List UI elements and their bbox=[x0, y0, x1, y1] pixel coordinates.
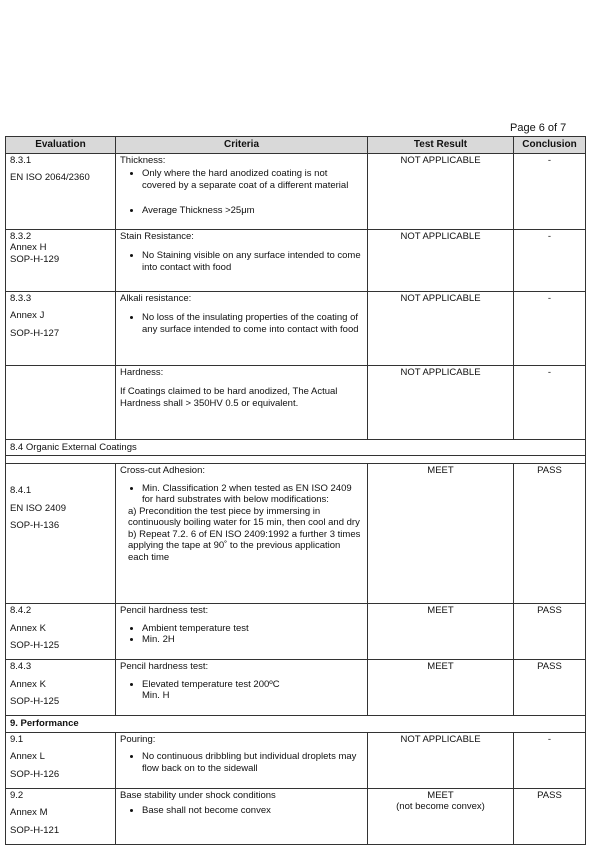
table-row bbox=[6, 291, 586, 365]
table-row bbox=[6, 229, 586, 291]
conclusion-cell: - bbox=[514, 291, 586, 365]
criteria-item-text: Elevated temperature test 200ºC bbox=[142, 678, 280, 690]
criteria-item bbox=[128, 482, 363, 564]
criteria-title: Pencil hardness test: bbox=[120, 605, 209, 616]
criteria-list bbox=[120, 250, 363, 273]
header-criteria: Criteria bbox=[116, 137, 368, 154]
sop-reference: SOP-H-126 bbox=[10, 768, 60, 780]
criteria-title: Hardness: bbox=[120, 366, 164, 378]
criteria-item: • No loss of the insulating properties of the coating of any surface intended to come into contact with food bbox=[142, 312, 363, 335]
table-row bbox=[6, 365, 586, 439]
test-result-value: MEET bbox=[427, 789, 454, 801]
criteria-item-text: Min. Classification 2 when tested as EN ISO 2409 for hard substrates with below modifications: bbox=[142, 482, 352, 505]
clause-number: 8.3.3 bbox=[10, 292, 32, 304]
table-row bbox=[6, 604, 586, 660]
clause-number: 8.4.2 bbox=[10, 605, 32, 616]
header-test-result: Test Result bbox=[368, 137, 514, 154]
table-row bbox=[6, 660, 586, 716]
clause-number: 8.3.2 bbox=[10, 230, 32, 242]
test-result-cell: MEET bbox=[368, 464, 514, 604]
conclusion-cell: - bbox=[514, 153, 586, 229]
criteria-title: Thickness: bbox=[120, 154, 166, 166]
criteria-item: • Min. 2H bbox=[142, 634, 363, 646]
table-header-row bbox=[6, 137, 586, 154]
criteria-list bbox=[120, 751, 363, 774]
table-row bbox=[6, 153, 586, 229]
criteria-item: • Only where the hard anodized coating is not covered by a separate coat of a different material bbox=[142, 168, 363, 191]
spacer-row bbox=[6, 456, 586, 464]
annex-reference: Annex L bbox=[10, 751, 45, 762]
sop-reference: SOP-H-129 bbox=[10, 253, 60, 265]
annex-reference: Annex J bbox=[10, 310, 45, 321]
test-result-cell bbox=[368, 788, 514, 844]
criteria-cell bbox=[116, 365, 368, 439]
criteria-text: If Coatings claimed to be hard anodized, The Actual Hardness shall > 350HV 0.5 or equivalent. bbox=[120, 386, 338, 409]
criteria-cell bbox=[116, 464, 368, 604]
test-result-cell: NOT APPLICABLE bbox=[368, 732, 514, 788]
criteria-list bbox=[120, 312, 363, 335]
criteria-list bbox=[120, 483, 363, 564]
criteria-title: Cross-cut Adhesion: bbox=[120, 465, 206, 476]
evaluation-cell bbox=[6, 604, 116, 660]
header-conclusion: Conclusion bbox=[514, 137, 586, 154]
criteria-cell bbox=[116, 604, 368, 660]
modification-b: b) Repeat 7.2. 6 of EN ISO 2409:1992 a further 3 times applying the tape at 90˚ to the previous application each time bbox=[128, 528, 361, 563]
criteria-item: • No continuous dribbling but individual droplets may flow back on to the sidewall bbox=[142, 751, 363, 774]
test-result-cell: NOT APPLICABLE bbox=[368, 229, 514, 291]
modification-a: a) Precondition the test piece by immersing in continuously boiling water for 15 min, then cool and dry bbox=[128, 505, 360, 528]
standard-reference: EN ISO 2409 bbox=[10, 502, 66, 514]
section-title: 9. Performance bbox=[6, 716, 586, 733]
criteria-cell bbox=[116, 788, 368, 844]
evaluation-cell bbox=[6, 732, 116, 788]
annex-reference: Annex M bbox=[10, 807, 48, 818]
sop-reference: SOP-H-125 bbox=[10, 640, 60, 651]
criteria-cell bbox=[116, 153, 368, 229]
test-result-cell: NOT APPLICABLE bbox=[368, 291, 514, 365]
section-row bbox=[6, 716, 586, 733]
evaluation-cell bbox=[6, 153, 116, 229]
criteria-item-continuation: Min. H bbox=[142, 690, 170, 701]
criteria-title: Stain Resistance: bbox=[120, 230, 194, 242]
spacer-cell bbox=[6, 456, 586, 464]
conclusion-cell: - bbox=[514, 732, 586, 788]
criteria-title: Pencil hardness test: bbox=[120, 661, 209, 672]
conclusion-cell: - bbox=[514, 365, 586, 439]
annex-reference: Annex K bbox=[10, 622, 46, 634]
conclusion-cell: PASS bbox=[514, 660, 586, 716]
sop-reference: SOP-H-125 bbox=[10, 696, 60, 707]
criteria-list bbox=[120, 679, 363, 702]
clause-number: 8.4.1 bbox=[10, 485, 32, 496]
criteria-cell bbox=[116, 732, 368, 788]
criteria-list bbox=[120, 623, 363, 646]
clause-number: 9.2 bbox=[10, 789, 24, 801]
criteria-list bbox=[120, 168, 363, 217]
test-result-cell: NOT APPLICABLE bbox=[368, 153, 514, 229]
evaluation-cell bbox=[6, 788, 116, 844]
sop-reference: SOP-H-121 bbox=[10, 824, 60, 836]
test-result-cell: NOT APPLICABLE bbox=[368, 365, 514, 439]
page-number: Page 6 of 7 bbox=[510, 122, 567, 134]
test-result-note: (not become convex) bbox=[396, 801, 485, 812]
criteria-item: • Ambient temperature test bbox=[142, 623, 363, 635]
criteria-cell bbox=[116, 660, 368, 716]
standard-reference: EN ISO 2064/2360 bbox=[10, 172, 90, 183]
criteria-title: Alkali resistance: bbox=[120, 292, 192, 304]
conclusion-cell: - bbox=[514, 229, 586, 291]
criteria-item: • No Staining visible on any surface intended to come into contact with food bbox=[142, 250, 363, 273]
evaluation-table bbox=[5, 136, 586, 845]
criteria-item: • Base shall not become convex bbox=[142, 805, 363, 817]
test-result-cell: MEET bbox=[368, 604, 514, 660]
annex-reference: Annex K bbox=[10, 678, 46, 690]
conclusion-cell: PASS bbox=[514, 604, 586, 660]
clause-number: 9.1 bbox=[10, 733, 24, 745]
evaluation-cell bbox=[6, 660, 116, 716]
conclusion-cell: PASS bbox=[514, 464, 586, 604]
criteria-title: Pouring: bbox=[120, 733, 156, 745]
criteria-item bbox=[142, 679, 363, 702]
criteria-title: Base stability under shock conditions bbox=[120, 789, 276, 801]
evaluation-cell bbox=[6, 229, 116, 291]
test-result-cell: MEET bbox=[368, 660, 514, 716]
conclusion-cell: PASS bbox=[514, 788, 586, 844]
sop-reference: SOP-H-127 bbox=[10, 327, 60, 339]
clause-number: 8.3.1 bbox=[10, 154, 32, 166]
criteria-list bbox=[120, 805, 363, 817]
table-row bbox=[6, 464, 586, 604]
table-row bbox=[6, 788, 586, 844]
sop-reference: SOP-H-136 bbox=[10, 520, 60, 531]
evaluation-cell bbox=[6, 464, 116, 604]
table-row bbox=[6, 732, 586, 788]
evaluation-cell bbox=[6, 365, 116, 439]
criteria-cell bbox=[116, 229, 368, 291]
annex-reference: Annex H bbox=[10, 242, 47, 253]
criteria-item: • Average Thickness >25μm bbox=[142, 205, 363, 217]
clause-number: 8.4.3 bbox=[10, 661, 32, 672]
criteria-cell bbox=[116, 291, 368, 365]
header-evaluation: Evaluation bbox=[6, 137, 116, 154]
section-row bbox=[6, 439, 586, 456]
section-title: 8.4 Organic External Coatings bbox=[6, 439, 586, 456]
evaluation-cell bbox=[6, 291, 116, 365]
